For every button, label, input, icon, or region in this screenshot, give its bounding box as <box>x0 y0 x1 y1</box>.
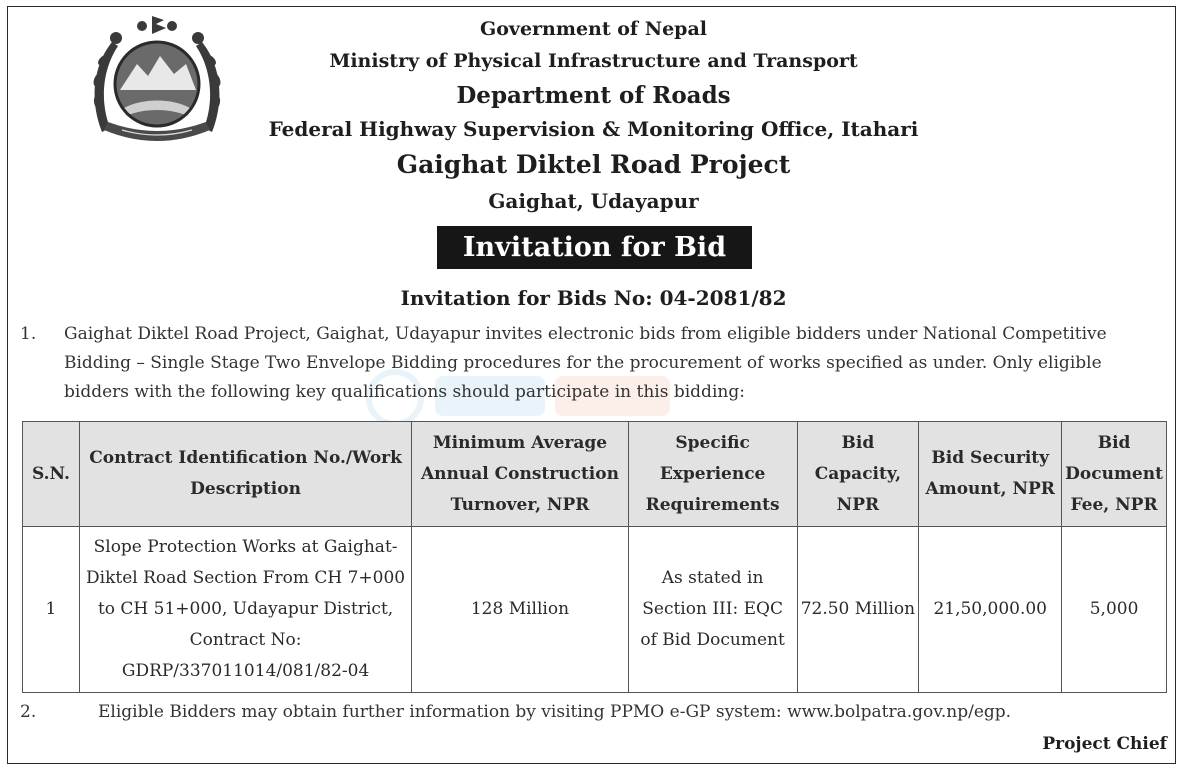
paragraph-1-text: Gaighat Diktel Road Project, Gaighat, Udayapur invites electronic bids from eligible bidders under National Competitive Bidding – Single Stage Two Envelope Bidding procedures for the procurement of works specified as under. Only eligible bidders with the following key qualifications should participate in this bidding: <box>64 324 1107 402</box>
table-header-row <box>23 422 1167 527</box>
paragraph-1-number: 1. <box>20 324 37 344</box>
cell-bid-capacity: 72.50 Million <box>797 527 919 693</box>
header-project: Gaighat Diktel Road Project <box>396 150 791 179</box>
cell-document-fee: 5,000 <box>1062 527 1167 693</box>
header-department: Department of Roads <box>456 82 731 109</box>
header-location: Gaighat, Udayapur <box>488 189 699 213</box>
signature: Project Chief <box>1042 734 1167 754</box>
cell-experience: As stated in Section III: EQC of Bid Document <box>628 527 797 693</box>
cell-sn: 1 <box>23 527 80 693</box>
header-office: Federal Highway Supervision & Monitoring Office, Itahari <box>268 117 919 141</box>
paragraph-2-number: 2. <box>20 702 37 722</box>
header-contract: Contract Identification No./Work Description <box>79 422 411 527</box>
table-row <box>23 527 1167 693</box>
paragraph-1 <box>20 320 1170 407</box>
header-experience: Specific Experience Requirements <box>628 422 797 527</box>
bid-table <box>22 421 1167 693</box>
header-document-fee: Bid Document Fee, NPR <box>1062 422 1167 527</box>
cell-turnover: 128 Million <box>412 527 628 693</box>
header-bid-security: Bid Security Amount, NPR <box>919 422 1062 527</box>
header-government: Government of Nepal <box>480 18 707 40</box>
paragraph-2-text: Eligible Bidders may obtain further information by visiting PPMO e-GP system: www.bolpatra.gov.np/egp. <box>98 702 1012 722</box>
header-turnover: Minimum Average Annual Construction Turnover, NPR <box>412 422 628 527</box>
header-ministry: Ministry of Physical Infrastructure and Transport <box>329 50 858 72</box>
header-sn: S.N. <box>23 422 80 527</box>
header-bid-capacity: Bid Capacity, NPR <box>797 422 919 527</box>
notice-number: Invitation for Bids No: 04-2081/82 <box>400 286 787 310</box>
cell-description: Slope Protection Works at Gaighat-Diktel Road Section From CH 7+000 to CH 51+000, Udayapur District, Contract No: GDRP/337011014/081/82-04 <box>79 527 411 693</box>
notice-title: Invitation for Bid <box>437 226 752 269</box>
cell-bid-security: 21,50,000.00 <box>919 527 1062 693</box>
